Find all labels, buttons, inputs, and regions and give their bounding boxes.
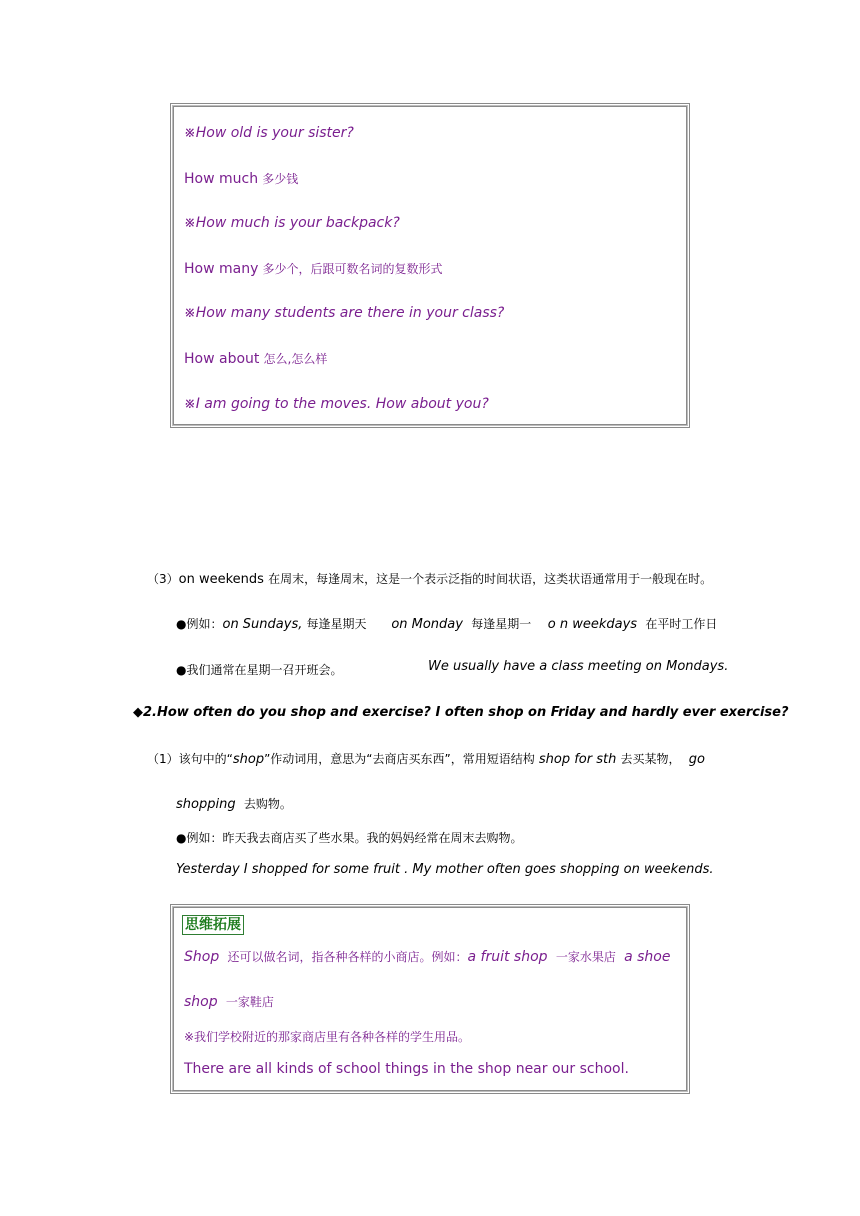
box1-line-1: ※How old is your sister? bbox=[184, 125, 354, 141]
how-about-meaning: 怎么,怎么样 bbox=[263, 352, 328, 366]
box2-line-4: There are all kinds of school things in the shop near our school. bbox=[184, 1061, 629, 1077]
thinking-extension-tag: 思维拓展 bbox=[182, 915, 244, 935]
box1-line-6 bbox=[184, 350, 327, 367]
box2-fruit-shop-cn: 一家水果店 bbox=[555, 950, 616, 964]
box1-line-7: ※I am going to the moves. How about you? bbox=[184, 396, 489, 412]
example-1-en: on Sundays, bbox=[222, 617, 303, 632]
example-3-en: o n weekdays bbox=[547, 617, 638, 632]
example-2-cn: 每逢星期一 bbox=[471, 617, 532, 631]
q2-point-1 bbox=[147, 750, 705, 767]
example-2-en: on Monday bbox=[391, 617, 463, 632]
box1-line-5: ※How many students are there in your class? bbox=[184, 305, 505, 321]
example-bullet: ●例如： bbox=[176, 617, 223, 631]
q2-p1-go: go bbox=[688, 752, 705, 767]
how-about-label: How about bbox=[184, 351, 260, 367]
box2-desc: 还可以做名词，指各种各样的小商店。例如： bbox=[227, 950, 468, 964]
example-3-cn: 在平时工作日 bbox=[645, 617, 718, 631]
extension-box bbox=[170, 904, 690, 1094]
box1-line-3: ※How much is your backpack? bbox=[184, 215, 400, 231]
q2-p1-phrase: shop for sth bbox=[538, 752, 617, 767]
q2-example-cn: ●例如：昨天我去商店买了些水果。我的妈妈经常在周末去购物。 bbox=[176, 831, 523, 845]
question-2-title: ◆2.How often do you shop and exercise? I often shop on Friday and hardly ever exercise? bbox=[133, 705, 789, 720]
box2-line-3: ※我们学校附近的那家商店里有各种各样的学生用品。 bbox=[184, 1030, 471, 1044]
how-many-meaning: 多少个，后跟可数名词的复数形式 bbox=[262, 262, 443, 276]
q2-example-en: Yesterday I shopped for some fruit . My mother often goes shopping on weekends. bbox=[176, 862, 714, 877]
box2-fruit-shop: a fruit shop bbox=[467, 949, 548, 965]
box2-shoe-shop-cn: 一家鞋店 bbox=[225, 995, 274, 1009]
example-4-en: We usually have a class meeting on Mondays. bbox=[428, 659, 729, 674]
q2-p1-d: 去买某物， bbox=[620, 752, 681, 766]
q2-p1-shopping: shopping bbox=[176, 797, 236, 812]
box2-shop-word-2: shop bbox=[184, 994, 218, 1010]
box2-shoe: a shoe bbox=[624, 949, 671, 965]
section3-examples bbox=[176, 615, 717, 632]
section3-phrase: on weekends bbox=[178, 572, 264, 587]
box1-line-2 bbox=[184, 170, 298, 187]
box2-line-2 bbox=[184, 993, 274, 1010]
q2-p1-b: ”作动词用，意思为“去商店买东西”，常用短语结构 bbox=[264, 752, 535, 766]
usage-box-how bbox=[170, 103, 690, 428]
q2-p1-a: （1）该句中的“ bbox=[147, 752, 233, 766]
section3-number: （3） bbox=[147, 572, 179, 586]
how-much-meaning: 多少钱 bbox=[262, 172, 299, 186]
how-much-label: How much bbox=[184, 171, 259, 187]
q2-p1-g: 去购物。 bbox=[243, 797, 292, 811]
box1-line-4 bbox=[184, 260, 443, 277]
box2-shop-word: Shop bbox=[184, 949, 220, 965]
example-1-cn: 每逢星期天 bbox=[306, 617, 367, 631]
how-many-label: How many bbox=[184, 261, 259, 277]
section3-desc: 在周末，每逢周末，这是一个表示泛指的时间状语，这类状语通常用于一般现在时。 bbox=[268, 572, 713, 586]
example-4-cn: ●我们通常在星期一召开班会。 bbox=[176, 663, 343, 677]
q2-point-1-cont bbox=[176, 795, 292, 812]
section3-line bbox=[147, 570, 712, 587]
box2-line-1 bbox=[184, 948, 670, 965]
q2-p1-shop: shop bbox=[232, 752, 265, 767]
